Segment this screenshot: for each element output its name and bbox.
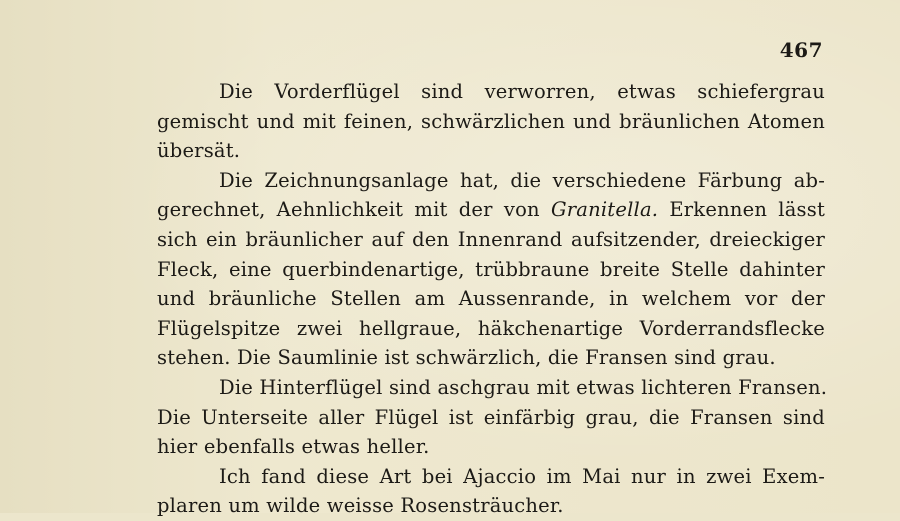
- text-line: Die Unterseite aller Flügel ist einfärbig grau, die Fransen sind: [157, 405, 825, 429]
- text-line: übersät.: [157, 139, 241, 163]
- text-line: plaren um wilde weisse Rosensträucher.: [157, 494, 564, 518]
- text-line: hier ebenfalls etwas heller.: [157, 435, 430, 459]
- body-text: [157, 77, 828, 521]
- page-number: 467: [779, 38, 823, 62]
- text-line: Fleck, eine querbindenartige, trübbraune breite Stelle dahinter: [157, 257, 825, 281]
- text-line: und bräunliche Stellen am Aussenrande, in welchem vor der: [157, 287, 825, 311]
- paragraph-2: [157, 166, 825, 373]
- text-line: Die Hinterflügel sind aschgrau mit etwas lichteren Fransen.: [219, 375, 828, 399]
- text-run: gerechnet, Aehnlichkeit mit der von: [157, 198, 551, 222]
- text-line: Ich fand diese Art bei Ajaccio im Mai nur in zwei Exem-: [219, 464, 825, 488]
- paragraph-3: [157, 373, 828, 462]
- text-line: sich ein bräunlicher auf den Innenrand aufsitzender, dreieckiger: [157, 227, 825, 251]
- text-line: stehen. Die Saumlinie ist schwärzlich, die Fransen sind grau.: [157, 346, 776, 370]
- paragraph-1: [157, 77, 825, 166]
- text-line: gemischt und mit feinen, schwärzlichen und bräunlichen Atomen: [157, 109, 825, 133]
- text-line: Die Zeichnungsanlage hat, die verschiedene Färbung ab-: [219, 168, 825, 192]
- paragraph-4: [157, 462, 825, 521]
- text-line: Flügelspitze zwei hellgraue, häkchenartige Vorderrandsflecke: [157, 316, 825, 340]
- text-line-with-italic: [157, 195, 825, 225]
- text-run: Erkennen lässt: [658, 198, 825, 222]
- species-name: Granitella.: [550, 198, 659, 222]
- text-line: Die Vorderflügel sind verworren, etwas schiefergrau: [219, 80, 825, 103]
